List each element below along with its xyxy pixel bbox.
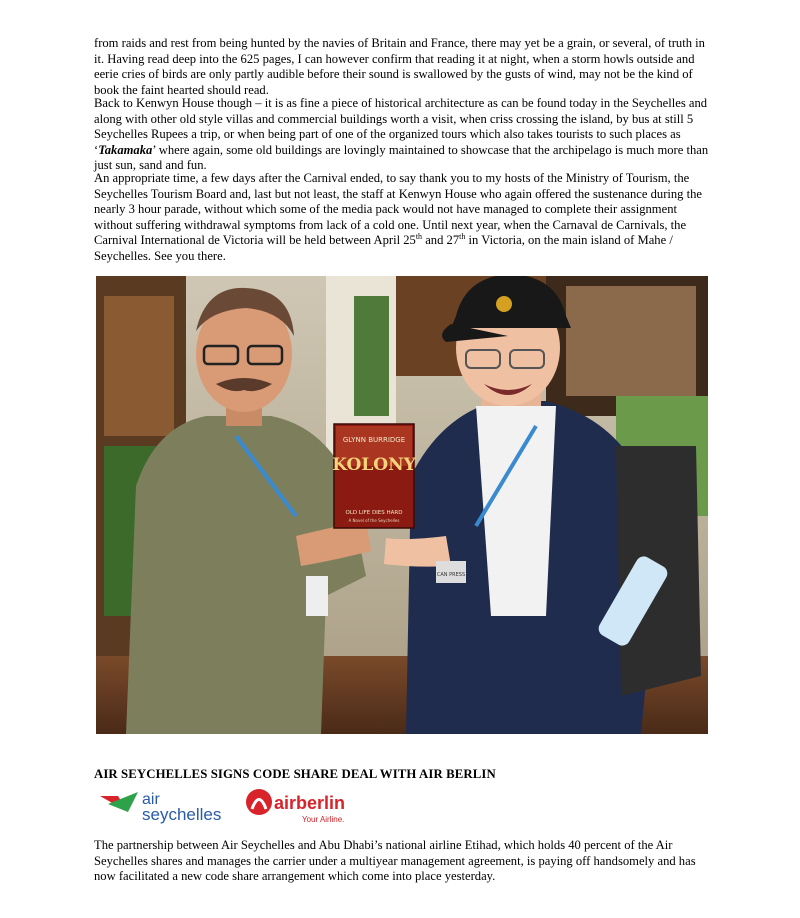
air-berlin-tagline: Your Airline.	[302, 815, 345, 824]
air-berlin-emblem-icon	[246, 789, 272, 815]
para2-text-a: Back to Kenwyn House though – it is as fine a piece of historical architecture as can be found today in the Seychelles and along with other old style villas and commercial buildings worth a visit, when criss crossing the island, by bus at still 5 Seychelles Rupees a trip, or when being part of one of the organized tours which also takes tourists to such places as ‘	[94, 96, 708, 157]
ordinal-sup-1: th	[415, 232, 423, 242]
paragraph-intro: from raids and rest from being hunted by the navies of Britain and France, there may yet be a grain, or several, of truth in it. Having read deep into the 625 pages, I can however confirm that reading it at night, when a storm howls outside and eerie cries of birds are only partly audible before their sound is swallowed by the gusts of wind, may not be the kind of book the faint hearted should read.	[94, 36, 705, 97]
takamaka-emphasis: Takamaka	[98, 142, 153, 157]
book-tagline: A Novel of the Seychelles	[348, 518, 400, 523]
para3-text-c: in Victoria, on the main island of Mahe / Seychelles. See you there.	[94, 233, 673, 263]
air-seychelles-logo	[100, 791, 221, 824]
paragraph-thank-you	[94, 171, 716, 265]
para2-text-b: ’ where again, some old buildings are lovingly maintained to showcase that the archipelago is much more than just sun, sand and fun.	[94, 142, 709, 173]
air-berlin-name: airberlin	[274, 793, 346, 813]
news-headline: AIR SEYCHELLES SIGNS CODE SHARE DEAL WITH AIR BERLIN	[94, 767, 496, 781]
photo-illustration	[96, 276, 708, 734]
ordinal-sup-2: th	[459, 232, 466, 242]
paragraph-code-share: The partnership between Air Seychelles and Abu Dhabi’s national airline Etihad, which holds 40 percent of the Air Seychelles shares and manages the carrier under a multiyear management agreement, is paying off handsomely and has now facilitated a new code share arrangement which come into place yesterday.	[94, 838, 696, 884]
book-subtitle: OLD LIFE DIES HARD	[345, 510, 403, 516]
para3-text-b: and 27	[422, 233, 460, 248]
book-author: GLYNN BURRIDGE	[342, 436, 406, 444]
book-title: KOLONY	[332, 455, 416, 475]
air-berlin-logo	[246, 789, 345, 824]
press-badge-text: CAN PRESS	[436, 572, 466, 578]
air-seychelles-line1: air	[142, 791, 160, 808]
book	[332, 424, 416, 528]
airline-logos	[96, 782, 366, 827]
paragraph-kenwyn-house	[94, 96, 716, 174]
para3-text-a: An appropriate time, a few days after the Carnival ended, to say thank you to my hosts of the Ministry of Tourism, the Seychelles Tourism Board and, last but not least, the staff at Kenwyn House who again offered the sustenance during the nearly 3 hour parade, without which some of the media pack would not have managed to complete their assignment without suffering withdrawal symptoms from lack of a cold one. Until next year, when the Carnaval de Carnivals, the Carnival International de Victoria will be held between April 25	[94, 171, 703, 248]
logos-svg	[96, 782, 366, 827]
article-photo	[96, 276, 708, 734]
air-seychelles-line2: seychelles	[142, 805, 222, 824]
